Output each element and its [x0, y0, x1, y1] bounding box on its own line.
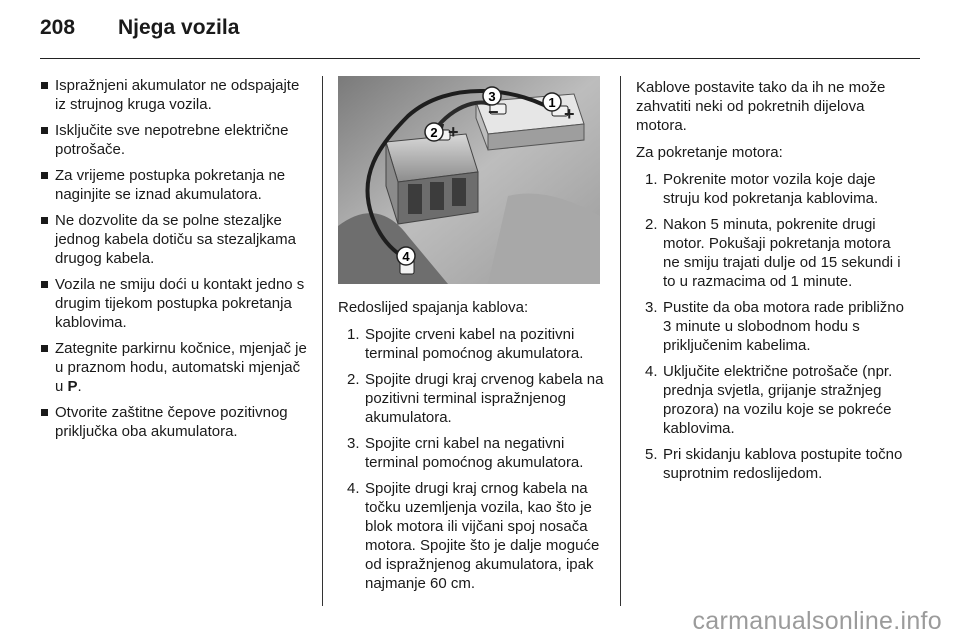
- page-title: Njega vozila: [118, 16, 240, 39]
- discharged-battery: [386, 134, 478, 224]
- callout-4: [397, 247, 415, 265]
- step-item: 4. Spojite drugi kraj crnog kabela na točku uzemljenja vozila, kao što je blok motora ili vijčani spoj nosača motora. Spojite što je dalje moguće od ispražnjenog akumulatora, ipak najmanje 60 cm.: [347, 480, 600, 592]
- bullet-item: Isključite sve nepotrebne električne potrošače.: [40, 121, 308, 159]
- page-number: 208: [40, 16, 76, 39]
- middle-column: [338, 76, 606, 600]
- column-divider-right: [620, 76, 621, 606]
- start-steps-list: [636, 170, 908, 483]
- callout-2: [425, 123, 443, 141]
- svg-text:3: 3: [488, 89, 496, 104]
- header-divider: [40, 58, 920, 59]
- step-item: 1. Spojite crveni kabel na pozitivni terminal pomoćnog akumulatora.: [347, 326, 584, 362]
- gear-position-p: P: [67, 378, 78, 395]
- battery-cables-diagram: [338, 76, 600, 284]
- connection-order-intro: Redoslijed spajanja kablova:: [338, 299, 529, 316]
- safety-bullet-list: [40, 76, 308, 441]
- step-item: 5. Pri skidanju kablova postupite točno suprotnim redoslijedom.: [645, 446, 903, 482]
- bullet-item: Vozila ne smiju doći u kontakt jedno s drugim tijekom postupka pokretanja kablovima.: [40, 275, 308, 332]
- start-engine-intro: Za pokretanje motora:: [636, 144, 783, 161]
- svg-text:4: 4: [402, 249, 410, 264]
- bullet-item: Zategnite parkirnu kočnice, mjenjač je u praznom hodu, automatski mjenjač u P.: [40, 339, 308, 396]
- cable-placement-note: Kablove postavite tako da ih ne može zahvatiti neki od pokretnih dijelova motora.: [636, 79, 886, 134]
- minus-symbol-donor: −: [488, 102, 499, 122]
- callout-1: [543, 93, 561, 111]
- svg-text:2: 2: [430, 125, 438, 140]
- plus-symbol-discharged: +: [448, 122, 459, 142]
- bullet-item: Za vrijeme postupka pokretanja ne naginjite se iznad akumulatora.: [40, 166, 308, 204]
- column-divider-left: [322, 76, 323, 606]
- bullet-item: Ispražnjeni akumulator ne odspajajte iz strujnog kruga vozila.: [40, 76, 308, 114]
- plus-symbol-donor: +: [564, 104, 575, 124]
- watermark: carmanualsonline.info: [692, 607, 942, 635]
- step-item: 2. Spojite drugi kraj crvenog kabela na pozitivni terminal ispražnjenog akumulatora.: [347, 371, 604, 426]
- jump-start-illustration: [338, 76, 600, 284]
- page-header: [40, 16, 920, 50]
- right-column: [636, 78, 908, 490]
- left-column: [40, 76, 308, 448]
- step-item: 2. Nakon 5 minuta, pokrenite drugi motor. Pokušaji pokretanja motora ne smiju trajati dulje od 15 sekundi i to u razmacima od 1 minute.: [645, 216, 901, 290]
- step-item: 3. Pustite da oba motora rade približno 3 minute u slobodnom hodu s priključenim kabelima.: [645, 299, 904, 354]
- step-item: 1. Pokrenite motor vozila koje daje struju kod pokretanja kablovima.: [645, 171, 879, 207]
- step-item: 4. Uključite električne potrošače (npr. prednja svjetla, grijanje stražnjeg prozora) na vozilu koje se pokreće kablovima.: [645, 363, 893, 437]
- svg-text:1: 1: [548, 95, 556, 110]
- step-item: 3. Spojite crni kabel na negativni terminal pomoćnog akumulatora.: [347, 435, 584, 471]
- connection-steps-list: [338, 325, 606, 593]
- bullet-item: Otvorite zaštitne čepove pozitivnog priključka oba akumulatora.: [40, 403, 308, 441]
- bullet-item: Ne dozvolite da se polne stezaljke jednog kabela dotiču sa stezaljkama drugog kabela.: [40, 211, 308, 268]
